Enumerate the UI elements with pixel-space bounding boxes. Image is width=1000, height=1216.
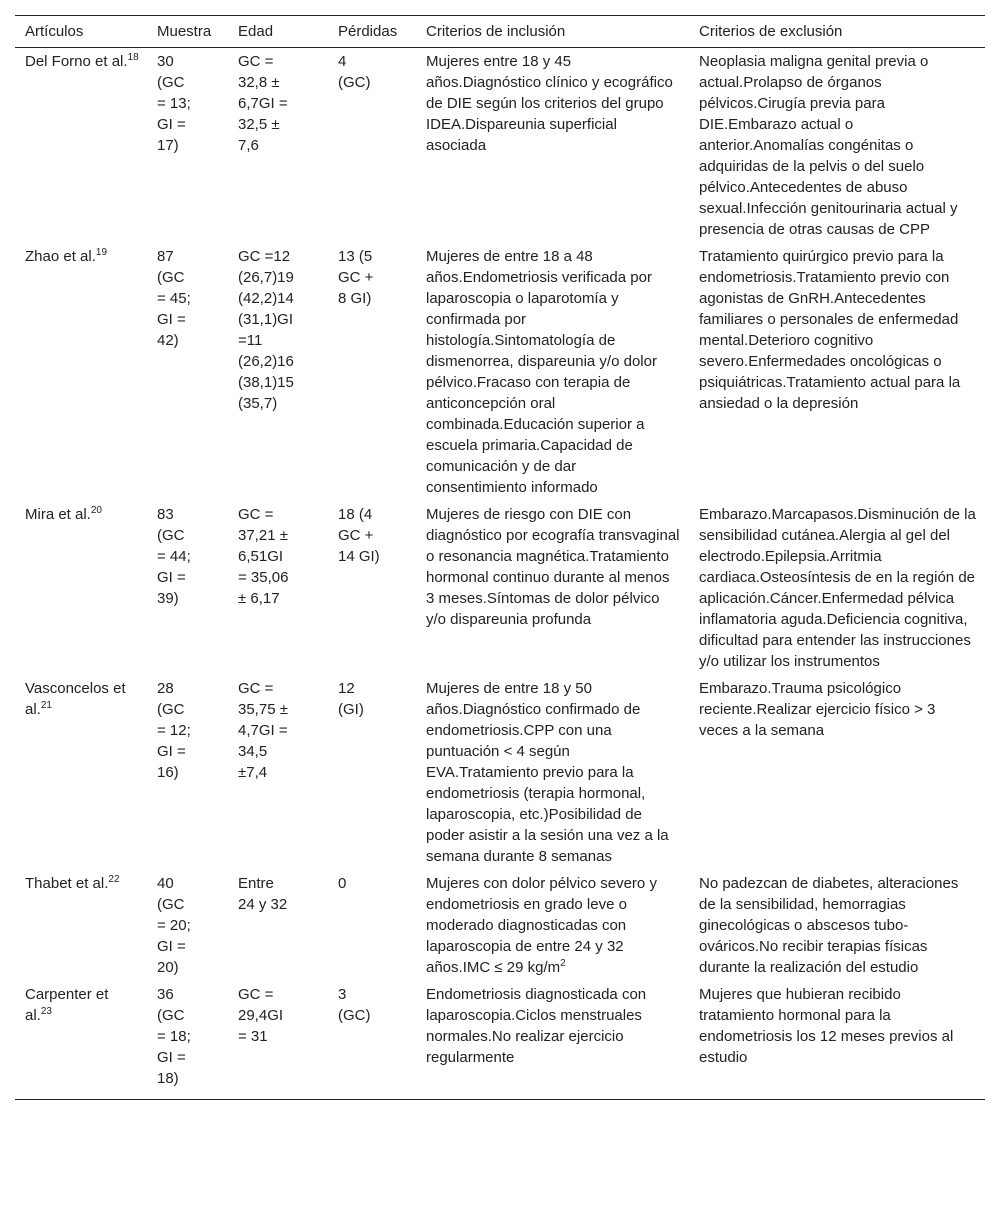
header-articulos: Artículos — [15, 16, 147, 48]
cell-perdidas — [328, 243, 416, 501]
cell-perdidas-line: GC + — [338, 527, 374, 544]
author-name: Mira et al. — [25, 506, 91, 523]
cell-edad-line: GC = — [238, 680, 274, 697]
cell-muestra-line: (GC — [157, 527, 185, 544]
cell-edad-line: GC =12 — [238, 248, 291, 265]
cell-edad-line: 32,5 ± — [238, 116, 280, 133]
cell-muestra-line: (GC — [157, 896, 185, 913]
table-row — [15, 243, 985, 501]
author-name: Thabet et al. — [25, 875, 109, 892]
cell-edad-line: (31,1)GI — [238, 311, 294, 328]
cell-muestra — [147, 48, 228, 244]
table-row — [15, 981, 985, 1100]
reference-number: 21 — [40, 700, 52, 711]
cell-perdidas — [328, 675, 416, 870]
cell-edad-line: 32,8 ± — [238, 74, 280, 91]
cell-muestra-line: 30 — [157, 53, 174, 70]
table-row — [15, 48, 985, 244]
cell-edad-line: ± 6,17 — [238, 590, 280, 607]
cell-articulo — [15, 48, 147, 244]
cell-edad-line: 4,7GI = — [238, 722, 288, 739]
cell-perdidas-line: 18 (4 — [338, 506, 373, 523]
exclusion-text: Mujeres que hubieran recibido tratamiento hormonal para la endometriosis los 12 meses previos al estudio — [699, 986, 954, 1066]
header-edad: Edad — [228, 16, 328, 48]
cell-criterios-exclusion — [689, 870, 985, 981]
cell-edad — [228, 48, 328, 244]
cell-edad-line: GC = — [238, 506, 274, 523]
exclusion-text: Neoplasia maligna genital previa o actual.Prolapso de órganos pélvicos.Cirugía previa para DIE.Embarazo actual o anterior.Anomalías congénitas o adquiridas de la pelvis o del suelo pélvico.Antecedentes de abuso sexual.Infección genitourinaria actual y presencia de otras causas de CPP — [699, 53, 958, 238]
cell-edad-line: = 35,06 — [238, 569, 289, 586]
cell-criterios-inclusion — [416, 48, 689, 244]
studies-table — [15, 15, 985, 1100]
cell-edad-line: Entre — [238, 875, 274, 892]
inclusion-text: Mujeres con dolor pélvico severo y endometriosis en grado leve o moderado diagnosticadas con laparoscopia de entre 24 y 32 años.IMC ≤ 29 kg/m — [426, 875, 657, 976]
cell-muestra-line: = 13; — [157, 95, 191, 112]
cell-edad-line: ±7,4 — [238, 764, 268, 781]
inclusion-text: Mujeres de entre 18 y 50 años.Diagnóstico confirmado de endometriosis.CPP con una puntuación < 4 según EVA.Tratamiento previo para la endometriosis (terapia hormonal, laparoscopia, etc.)Posibilidad de poder asistir a la sesión una vez a la semana durante 8 semanas — [426, 680, 669, 865]
cell-muestra-line: GI = — [157, 569, 186, 586]
cell-articulo — [15, 243, 147, 501]
cell-perdidas-line: 4 — [338, 53, 347, 70]
cell-edad-line: 34,5 — [238, 743, 268, 760]
cell-perdidas-line: 12 — [338, 680, 355, 697]
cell-perdidas — [328, 48, 416, 244]
cell-muestra-line: (GC — [157, 269, 185, 286]
reference-number: 22 — [108, 874, 120, 885]
author-name: Zhao et al. — [25, 248, 96, 265]
cell-edad-line: 29,4GI — [238, 1007, 284, 1024]
cell-edad — [228, 981, 328, 1100]
cell-muestra-line: 20) — [157, 959, 179, 976]
cell-edad-line: 6,7GI = — [238, 95, 288, 112]
cell-perdidas-line: (GI) — [338, 701, 364, 718]
inclusion-superscript: 2 — [560, 958, 566, 969]
cell-criterios-exclusion — [689, 243, 985, 501]
cell-edad-line: GC = — [238, 986, 274, 1003]
cell-muestra-line: (GC — [157, 1007, 185, 1024]
cell-muestra-line: 42) — [157, 332, 179, 349]
cell-muestra-line: GI = — [157, 1049, 186, 1066]
cell-perdidas-line: 8 GI) — [338, 290, 372, 307]
cell-muestra-line: 83 — [157, 506, 174, 523]
cell-muestra — [147, 675, 228, 870]
cell-muestra — [147, 243, 228, 501]
cell-criterios-inclusion — [416, 243, 689, 501]
reference-number: 19 — [95, 247, 108, 258]
cell-edad — [228, 501, 328, 675]
cell-articulo — [15, 870, 147, 981]
exclusion-text: No padezcan de diabetes, alteraciones de la sensibilidad, hemorragias ginecológicas o abscesos tubo-ováricos.No recibir terapias físicas durante la realización del estudio — [699, 875, 959, 976]
author-name: Carpenter et al. — [25, 986, 109, 1024]
cell-muestra-line: 39) — [157, 590, 179, 607]
cell-perdidas-line: 14 GI) — [338, 548, 380, 565]
header-row — [15, 16, 985, 48]
cell-perdidas — [328, 870, 416, 981]
cell-articulo — [15, 981, 147, 1100]
cell-muestra — [147, 501, 228, 675]
cell-perdidas-line: 0 — [338, 875, 347, 892]
cell-edad-line: 35,75 ± — [238, 701, 288, 718]
author-name: Vasconcelos et al. — [25, 680, 126, 718]
reference-number: 20 — [90, 505, 102, 516]
cell-muestra-line: = 45; — [157, 290, 191, 307]
cell-muestra-line: GI = — [157, 743, 186, 760]
cell-edad-line: = 31 — [238, 1028, 268, 1045]
exclusion-text: Embarazo.Trauma psicológico reciente.Realizar ejercicio físico > 3 veces a la semana — [699, 680, 936, 739]
cell-muestra-line: 17) — [157, 137, 179, 154]
cell-muestra-line: GI = — [157, 938, 186, 955]
cell-edad-line: 24 y 32 — [238, 896, 288, 913]
cell-muestra-line: 28 — [157, 680, 174, 697]
cell-edad-line: (26,2)16 — [238, 353, 294, 370]
cell-perdidas-line: GC + — [338, 269, 374, 286]
cell-criterios-exclusion — [689, 981, 985, 1100]
cell-muestra-line: GI = — [157, 311, 186, 328]
cell-articulo — [15, 675, 147, 870]
cell-muestra-line: 87 — [157, 248, 174, 265]
header-muestra: Muestra — [147, 16, 228, 48]
cell-edad-line: 37,21 ± — [238, 527, 288, 544]
exclusion-text: Tratamiento quirúrgico previo para la endometriosis.Tratamiento previo con agonistas de GnRH.Antecedentes familiares o personales de enfermedad mental.Deterioro cognitivo severo.Enfermedades oncológicas o psiquiátricas.Tratamiento actual para la ansiedad o la depresión — [699, 248, 961, 412]
cell-edad-line: =11 — [238, 332, 263, 349]
header-perdidas: Pérdidas — [328, 16, 416, 48]
cell-muestra-line: GI = — [157, 116, 186, 133]
reference-number: 18 — [127, 52, 139, 63]
author-name: Del Forno et al. — [25, 53, 128, 70]
cell-perdidas-line: (GC) — [338, 1007, 371, 1024]
cell-muestra-line: = 12; — [157, 722, 191, 739]
cell-edad-line: (38,1)15 — [238, 374, 294, 391]
cell-criterios-inclusion — [416, 981, 689, 1100]
table-row — [15, 870, 985, 981]
inclusion-text: Mujeres de riesgo con DIE con diagnóstico por ecografía transvaginal o resonancia magnética.Tratamiento hormonal continuo durante al menos 3 meses.Síntomas de dolor pélvico y/o dispareunia profunda — [426, 506, 680, 628]
cell-muestra-line: (GC — [157, 701, 185, 718]
cell-edad — [228, 870, 328, 981]
cell-criterios-inclusion — [416, 870, 689, 981]
cell-criterios-exclusion — [689, 675, 985, 870]
cell-articulo — [15, 501, 147, 675]
cell-criterios-exclusion — [689, 48, 985, 244]
cell-edad-line: GC = — [238, 53, 274, 70]
cell-edad-line: 6,51GI — [238, 548, 284, 565]
cell-muestra-line: = 18; — [157, 1028, 191, 1045]
cell-muestra-line: = 44; — [157, 548, 191, 565]
inclusion-text: Mujeres entre 18 y 45 años.Diagnóstico clínico y ecográfico de DIE según los criterios del grupo IDEA.Dispareunia superficial asociada — [426, 53, 673, 154]
table-row — [15, 675, 985, 870]
inclusion-text: Mujeres de entre 18 a 48 años.Endometriosis verificada por laparoscopia o laparotomía y confirmada por histología.Sintomatología de dismenorrea, dispareunia y/o dolor pélvico.Fracaso con terapia de anticoncepción oral combinada.Educación superior a escuela primaria.Capacidad de comunicación y de dar consentimiento informado — [426, 248, 657, 496]
cell-criterios-inclusion — [416, 675, 689, 870]
cell-muestra — [147, 981, 228, 1100]
cell-edad — [228, 243, 328, 501]
header-criterios-inclusion: Criterios de inclusión — [416, 16, 689, 48]
cell-edad-line: 7,6 — [238, 137, 259, 154]
table-row — [15, 501, 985, 675]
cell-edad-line: (26,7)19 — [238, 269, 294, 286]
reference-number: 23 — [40, 1006, 52, 1017]
cell-perdidas-line: 3 — [338, 986, 347, 1003]
cell-muestra-line: (GC — [157, 74, 185, 91]
cell-edad-line: (42,2)14 — [238, 290, 294, 307]
cell-muestra-line: 40 — [157, 875, 174, 892]
cell-muestra-line: 16) — [157, 764, 179, 781]
inclusion-text: Endometriosis diagnosticada con laparoscopia.Ciclos menstruales normales.No realizar ejercicio regularmente — [426, 986, 647, 1066]
cell-perdidas — [328, 501, 416, 675]
cell-muestra-line: 18) — [157, 1070, 179, 1087]
cell-muestra-line: = 20; — [157, 917, 191, 934]
exclusion-text: Embarazo.Marcapasos.Disminución de la sensibilidad cutánea.Alergia al gel del electrodo.Epilepsia.Arritmia cardiaca.Osteosíntesis de en la región de aplicación.Cáncer.Enfermedad pélvica inflamatoria aguda.Deficiencia cognitiva, dificultad para entender las instrucciones y/o utilizar los instrumentos — [699, 506, 976, 670]
header-criterios-exclusion: Criterios de exclusión — [689, 16, 985, 48]
cell-perdidas — [328, 981, 416, 1100]
cell-criterios-inclusion — [416, 501, 689, 675]
cell-edad — [228, 675, 328, 870]
cell-edad-line: (35,7) — [238, 395, 278, 412]
cell-muestra — [147, 870, 228, 981]
cell-criterios-exclusion — [689, 501, 985, 675]
cell-perdidas-line: (GC) — [338, 74, 371, 91]
cell-perdidas-line: 13 (5 — [338, 248, 373, 265]
cell-muestra-line: 36 — [157, 986, 174, 1003]
